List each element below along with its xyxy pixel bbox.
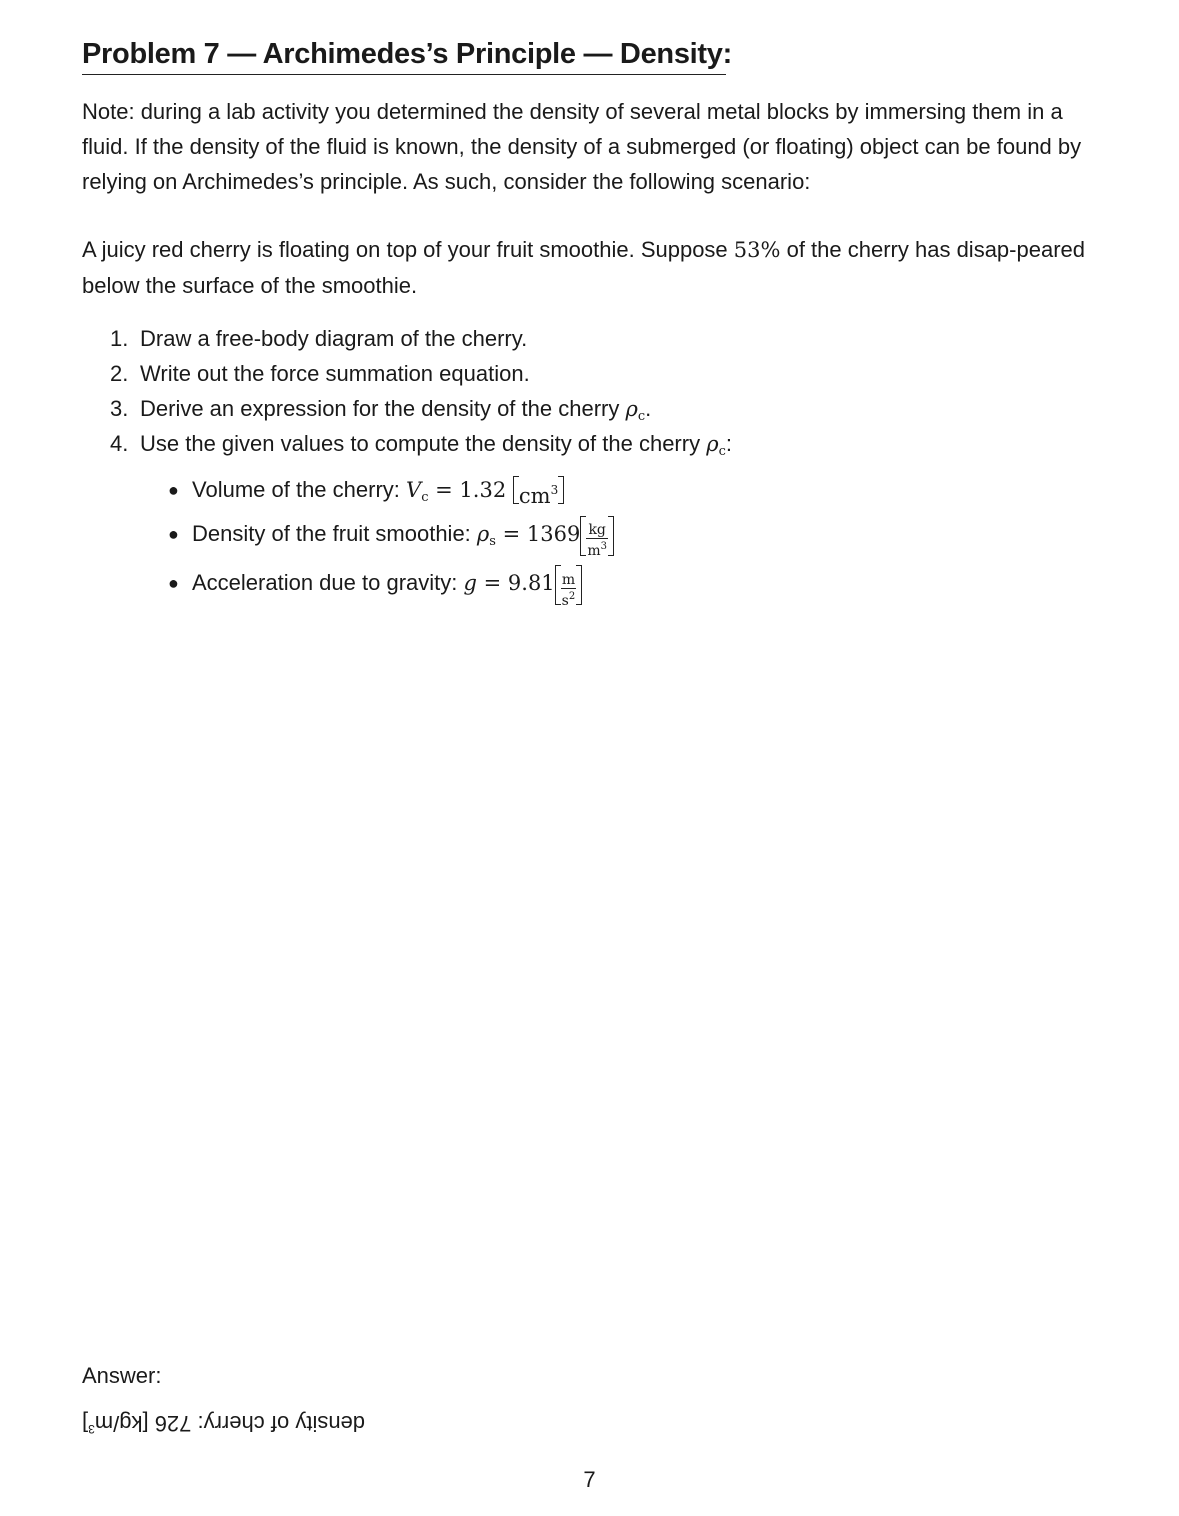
scenario-text-after: of the cherry has disap-peared below the surface of the smoothie. [82,237,1085,298]
smoothie-density-expression: $\rho_s = 1369$ $\frac{kg}{m^3}$ [477,522,614,546]
task-number: 3. [110,396,129,421]
scenario-paragraph [82,232,1092,303]
unit-bracket: $\frac{m}{s^2}$ [555,565,583,605]
answer-text-upside-down [82,1406,365,1446]
task-list [110,321,732,461]
page-number: 7 [583,1467,596,1492]
submerged-percent: 53% [733,238,781,262]
note-paragraph: Note: during a lab activity you determined the density of several metal blocks by immersing them in a fluid. If the density of the fluid is known, the density of a submerged (or floating) object can be found by relying on Archimedes’s principle. As such, consider the following scenario: [82,99,1082,194]
given-smoothie-density [168,512,614,560]
task-item [110,391,732,426]
given-volume [168,470,614,512]
task-number: 1. [110,326,129,351]
given-label: Density of the fruit smoothie: [192,521,471,546]
bullet-icon: ● [168,573,179,593]
unit-bracket: $cm^3$ [513,476,564,504]
answer-close-bracket: ] [82,1411,89,1436]
problem-title: Problem 7 — Archimedes’s Principle — Density: [82,38,732,70]
task-text: Write out the force summation equation. [140,361,530,386]
given-values-list [168,470,614,610]
gravity-expression: g = 9.81 $\frac{m}{s^2}$ [464,571,583,595]
bullet-icon: ● [168,524,179,544]
task-number: 2. [110,361,129,386]
given-gravity [168,560,614,610]
task-text: Draw a free-body diagram of the cherry. [140,326,528,351]
bullet-icon: ● [168,480,179,500]
given-label: Volume of the cherry: [192,477,400,502]
task-item [110,426,732,461]
answer-value: density of cherry: 726 [kg/m [94,1411,366,1436]
volume-expression: $V_c = 1.32$ $cm^3$ [406,478,564,502]
task-end-punct: : [725,431,732,456]
unit-bracket: $\frac{kg}{m^3}$ [580,516,614,556]
cherry-density-symbol: $\rho_c$ [706,432,726,459]
answer-label: Answer: [82,1363,162,1388]
task-item [110,356,732,391]
task-end-punct: . [645,396,652,421]
cherry-density-symbol: $\rho_c$ [625,397,646,424]
given-label: Acceleration due to gravity: [192,570,458,595]
scenario-text-before: A juicy red cherry is floating on top of your fruit smoothie. Suppose [82,237,734,262]
task-text: Derive an expression for the density of the cherry [140,396,620,421]
task-text: Use the given values to compute the density of the cherry [140,431,701,456]
answer-unit-exponent: 3 [88,1422,95,1436]
title-underline [82,74,726,75]
task-number: 4. [110,431,129,456]
task-item [110,321,732,356]
